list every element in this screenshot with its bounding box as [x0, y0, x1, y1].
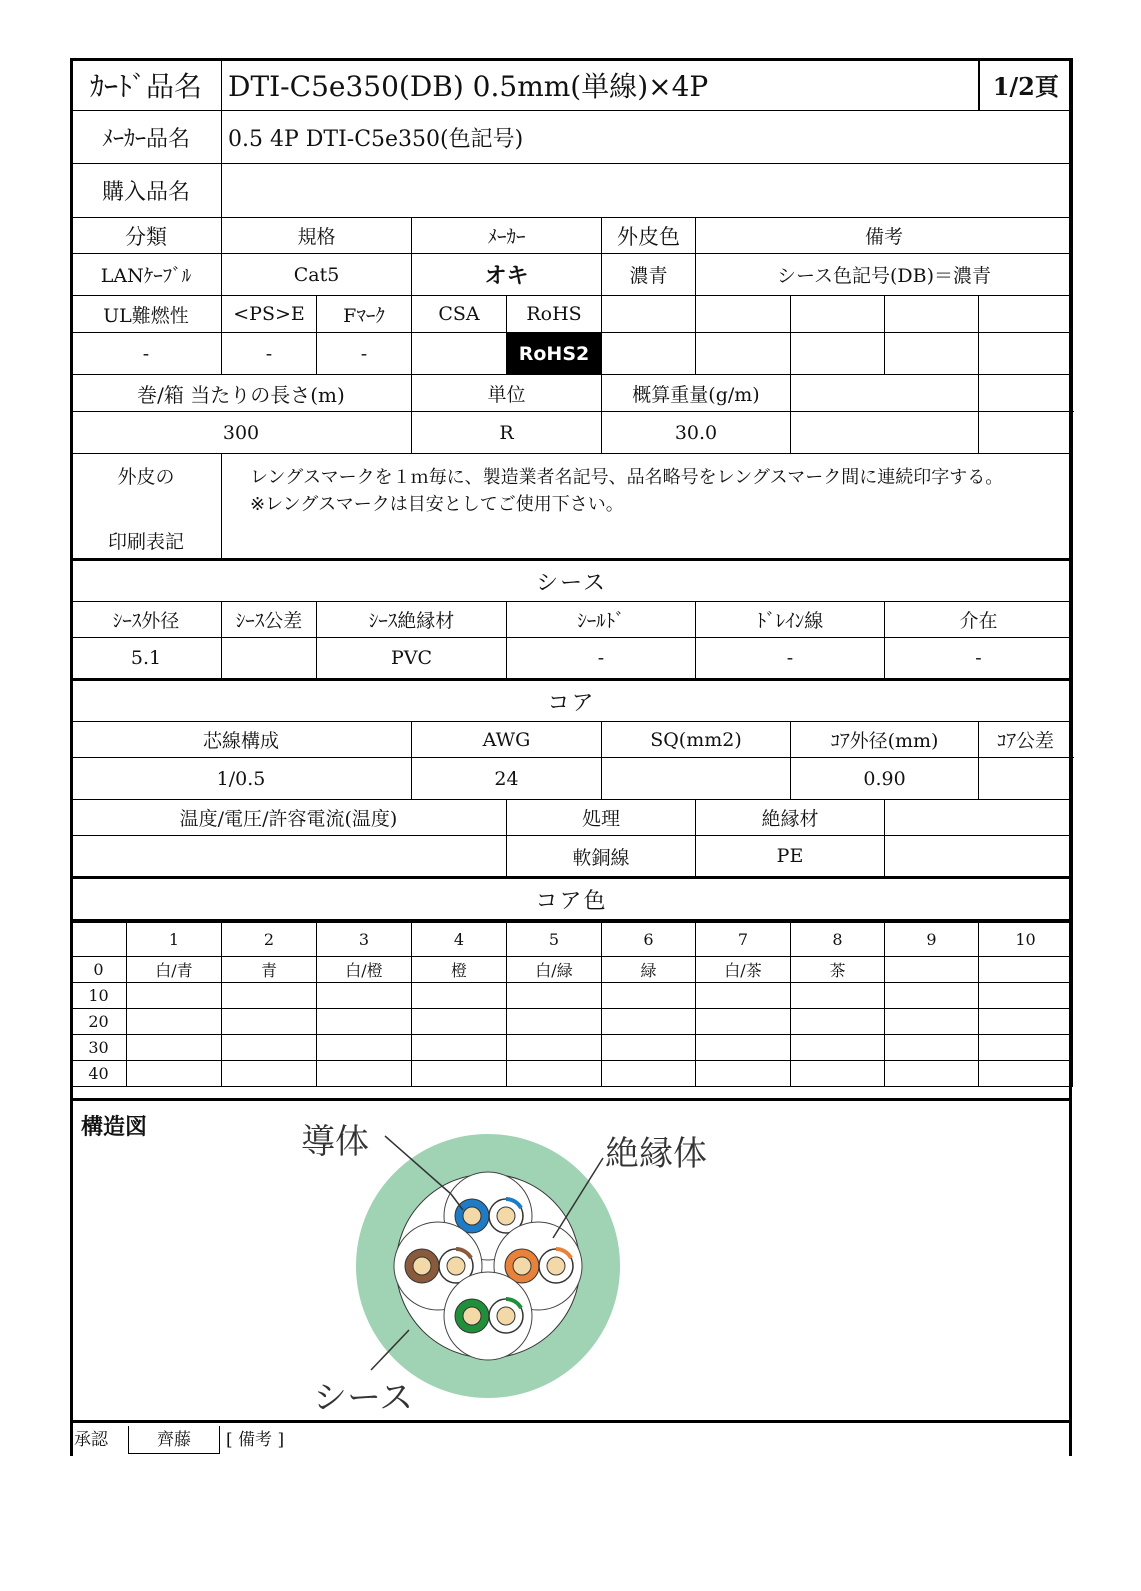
page-number: 1/2頁	[979, 59, 1073, 111]
core-color-cell	[885, 983, 979, 1009]
insulator-label: 絶縁体	[605, 1134, 707, 1174]
core-color-cell	[412, 1061, 507, 1087]
conductor-label: 導体	[301, 1122, 369, 1162]
core-color-cell: 白/青	[127, 957, 222, 983]
conductor-white-blue	[497, 1207, 515, 1225]
core-tol-header: ｺｱ公差	[979, 722, 1073, 758]
sheath-tol-header: ｼｰｽ公差	[222, 602, 317, 638]
core-color-cell: 茶	[791, 957, 885, 983]
core-od-value: 0.90	[791, 758, 979, 800]
structure-diagram	[70, 1098, 1072, 1423]
approver: 齊藤	[128, 1426, 220, 1454]
remarks-value: シース色記号(DB)＝濃青	[696, 254, 1073, 296]
conductor-green	[463, 1307, 481, 1325]
insulation-value: PE	[696, 836, 885, 878]
temp-value	[71, 836, 507, 878]
sheath-od-value: 5.1	[71, 638, 222, 680]
sheath-label: シース	[313, 1378, 414, 1418]
awg-value: 24	[412, 758, 602, 800]
core-color-cell	[696, 1035, 791, 1061]
length-header: 巻/箱 当たりの長さ(m)	[71, 375, 412, 412]
drain-value: -	[696, 638, 885, 680]
core-color-cell: 白/緑	[507, 957, 602, 983]
core-composition-value: 1/0.5	[71, 758, 412, 800]
approve-label: 承認	[74, 1430, 108, 1450]
core-color-cell	[979, 1009, 1073, 1035]
unit-header: 単位	[412, 375, 602, 412]
core-color-row	[71, 983, 1073, 1009]
core-color-cell	[507, 1009, 602, 1035]
print-label-bottom: 印刷表記	[107, 531, 184, 553]
core-color-cell: 白/茶	[696, 957, 791, 983]
core-color-cell: 橙	[412, 957, 507, 983]
diagram-title: 構造図	[81, 1115, 148, 1140]
print-label	[71, 454, 222, 560]
col-2: 2	[222, 923, 317, 957]
core-color-table	[70, 922, 1073, 1087]
core-color-cell	[507, 1035, 602, 1061]
maker-name-value: 0.5 4P DTI-C5e350(色記号)	[222, 111, 1073, 164]
rohs2-badge: RoHS2	[507, 333, 602, 375]
col-7: 7	[696, 923, 791, 957]
weight-value: 30.0	[602, 412, 791, 454]
core-color-cell	[222, 1035, 317, 1061]
cable-cross-section	[73, 1098, 1075, 1423]
row-label: 20	[71, 1009, 127, 1035]
footer-right-border	[1069, 1423, 1072, 1456]
core-color-cell	[602, 1061, 696, 1087]
print-line-2: ※レングスマークは目安としてご使用下さい。	[250, 494, 624, 515]
drain-header: ﾄﾞﾚｲﾝ線	[696, 602, 885, 638]
core-color-cell	[222, 1061, 317, 1087]
core-color-cell	[791, 1009, 885, 1035]
core-color-cell	[791, 1035, 885, 1061]
core-color-cell	[791, 1061, 885, 1087]
core-color-cell	[412, 1035, 507, 1061]
core-color-cell	[507, 983, 602, 1009]
pse-header: <PS>E	[222, 296, 317, 333]
conductor-white-brown	[447, 1257, 465, 1275]
col-3: 3	[317, 923, 412, 957]
csa-header: CSA	[412, 296, 507, 333]
print-text	[222, 454, 1073, 560]
col-1: 1	[127, 923, 222, 957]
unit-value: R	[412, 412, 602, 454]
awg-header: AWG	[412, 722, 602, 758]
col-9: 9	[885, 923, 979, 957]
csa-value	[412, 333, 507, 375]
core-color-row	[71, 957, 1073, 983]
maker-value: オキ	[412, 254, 602, 296]
conductor-blue	[463, 1207, 481, 1225]
print-label-top: 外皮の	[117, 466, 175, 488]
row-label: 0	[71, 957, 127, 983]
core-color-cell	[127, 983, 222, 1009]
row-label: 10	[71, 983, 127, 1009]
col-10: 10	[979, 923, 1073, 957]
row-label: 30	[71, 1035, 127, 1061]
core-color-cell	[222, 983, 317, 1009]
purchase-name-label: 購入品名	[71, 164, 222, 218]
core-color-cell	[696, 983, 791, 1009]
core-color-cell	[602, 1035, 696, 1061]
core-color-section-title: コア色	[71, 878, 1073, 921]
conductor-orange	[513, 1257, 531, 1275]
ul-header: UL難燃性	[71, 296, 222, 333]
core-color-cell	[412, 1009, 507, 1035]
footer-remarks: [ 備考 ]	[226, 1430, 285, 1450]
col-8: 8	[791, 923, 885, 957]
col-5: 5	[507, 923, 602, 957]
conductor-white-green	[497, 1307, 515, 1325]
filler-header: 介在	[885, 602, 1073, 638]
core-color-cell	[317, 1061, 412, 1087]
core-tol-value	[979, 758, 1073, 800]
sheath-material-header: ｼｰｽ絶縁材	[317, 602, 507, 638]
temp-header: 温度/電圧/許容電流(温度)	[71, 800, 507, 836]
f-mark-value: -	[317, 333, 412, 375]
shield-header: ｼｰﾙﾄﾞ	[507, 602, 696, 638]
spec-sheet	[70, 58, 1072, 1087]
core-color-cell	[602, 983, 696, 1009]
core-color-row	[71, 1035, 1073, 1061]
conductor-white-orange	[547, 1257, 565, 1275]
sheath-section-title: シース	[71, 560, 1073, 602]
core-section-title: コア	[71, 680, 1073, 722]
remarks-header: 備考	[696, 218, 1073, 254]
core-color-header-row	[71, 923, 1073, 957]
core-color-cell	[885, 1035, 979, 1061]
treatment-header: 処理	[507, 800, 696, 836]
row-label: 40	[71, 1061, 127, 1087]
sheath-tol-value	[222, 638, 317, 680]
core-color-cell: 白/橙	[317, 957, 412, 983]
rohs-header: RoHS	[507, 296, 602, 333]
core-color-cell	[791, 983, 885, 1009]
core-color-cell	[979, 1061, 1073, 1087]
class-value: LANｹｰﾌﾞﾙ	[71, 254, 222, 296]
f-mark-header: Fﾏｰｸ	[317, 296, 412, 333]
sq-header: SQ(mm2)	[602, 722, 791, 758]
core-color-cell	[317, 1009, 412, 1035]
core-color-cell	[885, 1009, 979, 1035]
shield-value: -	[507, 638, 696, 680]
core-composition-header: 芯線構成	[71, 722, 412, 758]
core-color-cell	[885, 957, 979, 983]
treatment-value: 軟銅線	[507, 836, 696, 878]
insulation-header: 絶縁材	[696, 800, 885, 836]
weight-header: 概算重量(g/m)	[602, 375, 791, 412]
core-color-cell	[222, 1009, 317, 1035]
conductor-brown	[413, 1257, 431, 1275]
core-color-cell	[979, 983, 1073, 1009]
card-name-label: ｶｰﾄﾞ品名	[71, 59, 222, 111]
sheath-color-value: 濃青	[602, 254, 696, 296]
class-header: 分類	[71, 218, 222, 254]
core-color-cell	[127, 1061, 222, 1087]
core-color-row	[71, 1061, 1073, 1087]
core-color-cell	[696, 1009, 791, 1035]
core-color-cell	[602, 1009, 696, 1035]
core-color-cell	[127, 1035, 222, 1061]
sheath-od-header: ｼｰｽ外径	[71, 602, 222, 638]
standard-header: 規格	[222, 218, 412, 254]
core-color-row	[71, 1009, 1073, 1035]
print-line-1: レングスマークを１ｍ毎に、製造業者名記号、品名略号をレングスマーク間に連続印字する。	[250, 467, 1004, 488]
maker-name-label: ﾒｰｶｰ品名	[71, 111, 222, 164]
standard-value: Cat5	[222, 254, 412, 296]
core-color-cell	[317, 983, 412, 1009]
pse-value: -	[222, 333, 317, 375]
card-name-value: DTI-C5e350(DB) 0.5mm(単線)×4P	[222, 59, 979, 111]
core-color-cell	[979, 957, 1073, 983]
sheath-material-value: PVC	[317, 638, 507, 680]
footer	[70, 1426, 1072, 1456]
col-6: 6	[602, 923, 696, 957]
core-color-cell	[317, 1035, 412, 1061]
length-value: 300	[71, 412, 412, 454]
maker-header: ﾒｰｶｰ	[412, 218, 602, 254]
core-color-cell	[507, 1061, 602, 1087]
filler-value: -	[885, 638, 1073, 680]
core-color-cell	[979, 1035, 1073, 1061]
core-color-cell	[885, 1061, 979, 1087]
core-color-cell: 青	[222, 957, 317, 983]
core-od-header: ｺｱ外径(mm)	[791, 722, 979, 758]
footer-left-border	[70, 1423, 73, 1456]
core-color-cell	[696, 1061, 791, 1087]
core-color-cell	[412, 983, 507, 1009]
col-4: 4	[412, 923, 507, 957]
purchase-name-value	[222, 164, 1073, 218]
sheath-color-header: 外皮色	[602, 218, 696, 254]
core-color-cell	[127, 1009, 222, 1035]
ul-value: -	[71, 333, 222, 375]
core-color-cell: 緑	[602, 957, 696, 983]
sq-value	[602, 758, 791, 800]
spec-table	[70, 58, 1073, 922]
